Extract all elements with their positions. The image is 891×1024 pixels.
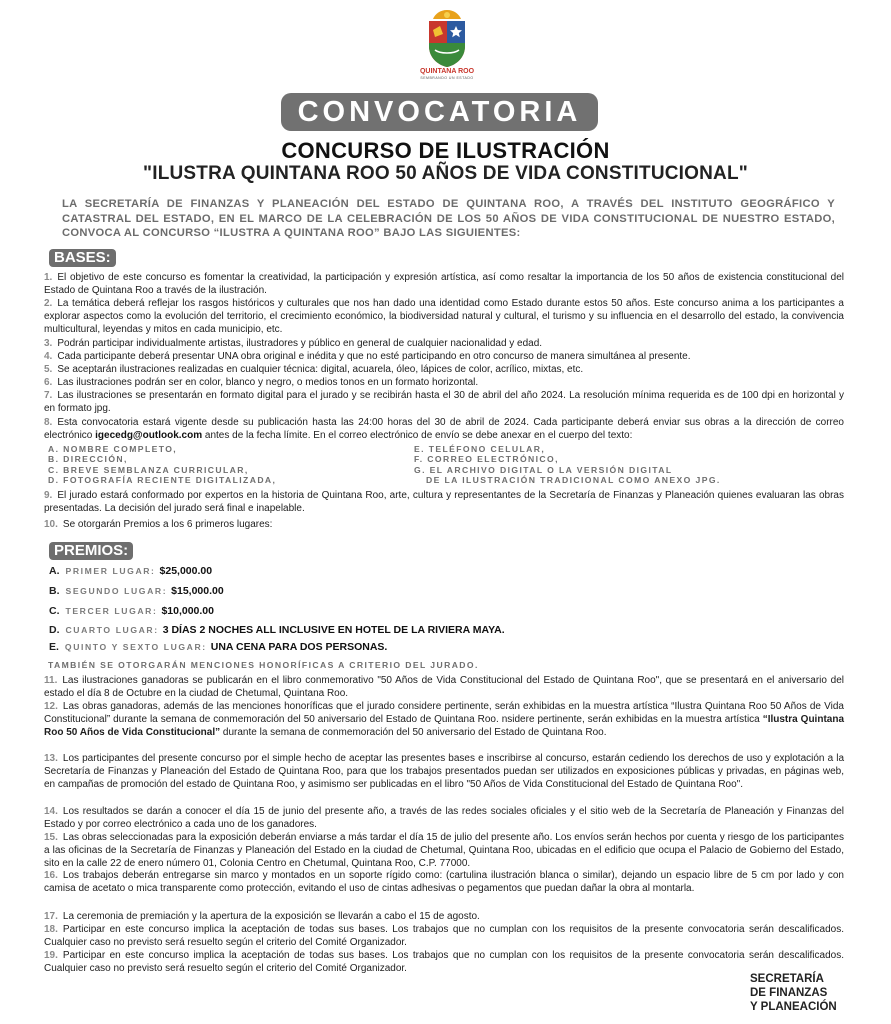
item-number: 1. bbox=[44, 272, 53, 283]
prize-name: PRIMER LUGAR: bbox=[65, 566, 156, 576]
item-number: 18. bbox=[44, 924, 58, 935]
intro-paragraph: LA SECRETARÍA DE FINANZAS Y PLANEACIÓN DEL ESTADO DE QUINTANA ROO, A TRAVÉS DEL INSTITUTO GEOGRÁFICO Y CATASTRAL DEL ESTADO, EN EL MARCO DE LA CELEBRACIÓN DE LOS 50 AÑOS DE VIDA CONSTITUCIONAL DE NUESTRO ESTADO, CONVOCA AL CONCURSO “ILUSTRA A QUINTANA ROO” BAJO LAS SIGUIENTES: bbox=[62, 198, 835, 239]
item-text: Las obras ganadoras, además de las menciones honoríficas que el jurado considere pertinente, serán exhibidas en la muestra artística “Ilustra Quintana Roo 50 Años de Vida Constitucional” durante la semana de conmemoración del 50 aniversario del Estado de Quintana Roo. nsidere pertinente, serán exhibidas en la muestra artística bbox=[44, 701, 844, 725]
bases-item bbox=[44, 701, 844, 739]
item-text: Se otorgarán Premios a los 6 primeros lugares: bbox=[62, 519, 273, 530]
item-text: Los resultados se darán a conocer el día 15 de junio del presente año, a través de las redes sociales oficiales y el sitio web de la Secretaría de Planeación y Finanzas del Estado y por correo electrónico a cada uno de los ganadores. bbox=[44, 806, 844, 830]
prize-name: TERCER LUGAR: bbox=[65, 606, 158, 616]
issuer-signature bbox=[750, 972, 860, 1014]
item-number: 14. bbox=[44, 806, 58, 817]
bases-item bbox=[44, 911, 844, 924]
bases-item bbox=[44, 519, 844, 532]
convocatoria-banner: CONVOCATORIA bbox=[281, 93, 598, 131]
logo-text: QUINTANA ROO bbox=[419, 68, 475, 75]
page-subtitle: "ILUSTRA QUINTANA ROO 50 AÑOS DE VIDA CONSTITUCIONAL" bbox=[143, 163, 748, 184]
bases-item bbox=[44, 377, 844, 390]
item-text: Esta convocatoria estará vigente desde su publicación hasta las 24:00 horas del 30 de abril de 2024. Cada participante deberá enviar sus obras a la dirección de correo electrónico bbox=[44, 417, 844, 441]
requirements-list bbox=[48, 444, 808, 485]
bases-item bbox=[44, 351, 844, 364]
prize-name: QUINTO Y SEXTO LUGAR: bbox=[64, 642, 207, 652]
prize-row bbox=[49, 584, 224, 599]
requirement-item: B. DIRECCIÓN, bbox=[48, 454, 128, 465]
item-text: durante la semana de conmemoración del 50 aniversario del Estado de Quintana Roo. bbox=[222, 726, 607, 738]
bases-item bbox=[44, 272, 844, 298]
item-number: 2. bbox=[44, 298, 53, 309]
bases-item bbox=[44, 490, 844, 516]
requirement-item: G. EL ARCHIVO DIGITAL O LA VERSIÓN DIGITAL bbox=[414, 464, 673, 475]
bases-item bbox=[44, 364, 844, 377]
item-text: Cada participante deberá presentar UNA obra original e inédita y que no esté participando en otro concurso de manera simultánea al presente. bbox=[57, 351, 691, 362]
exhibition-name: “Ilustra Quintana Roo 50 Años de Vida Constitucional” bbox=[44, 713, 845, 738]
item-number: 10. bbox=[44, 519, 58, 530]
item-number: 9. bbox=[44, 490, 53, 501]
bases-item bbox=[44, 417, 844, 443]
item-number: 8. bbox=[44, 417, 53, 428]
bases-item bbox=[44, 298, 844, 336]
prize-value: 3 DÍAS 2 NOCHES ALL INCLUSIVE EN HOTEL DE LA RIVIERA MAYA. bbox=[162, 624, 505, 636]
item-text: El jurado estará conformado por expertos en la historia de Quintana Roo, arte, cultura y representantes de la Secretaría de Finanzas y Planeación quienes evaluaran las obras presentadas. La decisión del jurado será final e inapelable. bbox=[44, 490, 844, 514]
prize-name: CUARTO LUGAR: bbox=[65, 625, 159, 635]
item-number: 7. bbox=[44, 390, 53, 401]
signature-line: SECRETARÍA bbox=[750, 973, 824, 985]
item-number: 4. bbox=[44, 351, 53, 362]
item-number: 19. bbox=[44, 950, 58, 961]
prize-letter: B. bbox=[49, 585, 60, 597]
prize-value: UNA CENA PARA DOS PERSONAS. bbox=[210, 641, 388, 653]
prize-letter: C. bbox=[49, 605, 60, 617]
prize-row bbox=[49, 564, 212, 579]
bases-item bbox=[44, 806, 844, 832]
item-text: antes de la fecha límite. En el correo electrónico de envío se debe anexar en el cuerpo del texto: bbox=[204, 429, 633, 441]
prize-row bbox=[49, 623, 505, 638]
requirement-item: DE LA ILUSTRACIÓN TRADICIONAL COMO ANEXO JPG. bbox=[426, 474, 721, 485]
bases-item bbox=[44, 675, 844, 701]
prize-value: $10,000.00 bbox=[161, 605, 214, 617]
bases-item bbox=[44, 753, 844, 791]
item-text: Las ilustraciones se presentarán en formato digital para el jurado y se recibirán hasta el 30 de abril del año 2024. La resolución mínima requerida es de 100 dpi en horizontal y en formato jpg. bbox=[44, 390, 844, 414]
contest-email-link[interactable]: igecedg@outlook.com bbox=[95, 429, 203, 441]
bases-label: BASES: bbox=[49, 249, 116, 267]
item-number: 12. bbox=[44, 701, 58, 712]
item-number: 17. bbox=[44, 911, 58, 922]
requirement-item: A. NOMBRE COMPLETO, bbox=[48, 444, 178, 454]
prize-value: $15,000.00 bbox=[171, 585, 224, 597]
honorable-mentions-note: TAMBIÉN SE OTORGARÁN MENCIONES HONORÍFICAS A CRITERIO DEL JURADO. bbox=[48, 660, 479, 670]
item-text: Las ilustraciones ganadoras se publicarán en el libro conmemorativo "50 Años de Vida Constitucional del Estado de Quintana Roo", que se presentará en el aniversario del estado el día 8 de Octubre en la ciudad de Chetumal, Quintana Roo. bbox=[44, 675, 844, 699]
requirement-item: C. BREVE SEMBLANZA CURRICULAR, bbox=[48, 464, 249, 475]
item-text: El objetivo de este concurso es fomentar la creatividad, la participación y expresión artística, así como resaltar la importancia de los 50 años de existencia constitucional del Estado de Quintana Roo a través de la ilustración. bbox=[44, 272, 844, 296]
prize-name: SEGUNDO LUGAR: bbox=[65, 586, 168, 596]
bases-item bbox=[44, 870, 844, 896]
quintana-roo-logo bbox=[418, 8, 476, 88]
signature-line: Y PLANEACIÓN bbox=[750, 1001, 837, 1013]
item-text: Participar en este concurso implica la aceptación de todas sus bases. Los trabajos que no cumplan con los requisitos de la presente convocatoria serán descalificados. Cualquier caso no previsto será resuelto según el criterio del Comité Organizador. bbox=[44, 950, 844, 974]
bases-item bbox=[44, 950, 844, 976]
requirement-item: D. FOTOGRAFÍA RECIENTE DIGITALIZADA, bbox=[48, 474, 277, 485]
prize-row bbox=[49, 604, 214, 619]
item-text: Los trabajos deberán entregarse sin marco y montados en un soporte rígido como: (cartulina ilustración blanca o similar), dejando un espacio libre de 5 cm por lado y con camisa de acetato o mica transparente como protección, evitando el uso de cintas adhesivas o pegamentos que puedan dañar la obra al montarla. bbox=[44, 870, 844, 894]
item-text: Podrán participar individualmente artistas, ilustradores y público en general de cualquier nacionalidad y edad. bbox=[57, 338, 543, 349]
item-number: 3. bbox=[44, 338, 53, 349]
signature-line: DE FINANZAS bbox=[750, 987, 828, 999]
item-text: Las obras seleccionadas para la exposición deberán enviarse a más tardar el día 15 de julio del presente año. Los envíos serán hechos por cuenta y riesgo de los participantes a las oficinas de la Secretaría de Finanzas y Planeación del Estado en la ciudad de Chetumal, Quintana Roo, ubicadas en el edificio que ocupa el Palacio de Gobierno del Estado, sito en la calle 22 de enero número 01, Colonia Centro en Chetumal, Quintana Roo, C.P. 77000. bbox=[44, 832, 844, 869]
requirement-item: F. CORREO ELECTRÓNICO, bbox=[414, 454, 559, 465]
bases-item bbox=[44, 390, 844, 416]
prize-row bbox=[49, 640, 387, 655]
premios-label: PREMIOS: bbox=[49, 542, 133, 560]
item-text: Las ilustraciones podrán ser en color, blanco y negro, o medios tonos en un formato horizontal. bbox=[57, 377, 479, 388]
prize-letter: E. bbox=[49, 641, 59, 653]
item-number: 6. bbox=[44, 377, 53, 388]
requirement-item: E. TELÉFONO CELULAR, bbox=[414, 444, 546, 454]
prize-value: $25,000.00 bbox=[159, 565, 213, 577]
item-number: 15. bbox=[44, 832, 58, 843]
prize-letter: D. bbox=[49, 624, 60, 636]
bases-item bbox=[44, 832, 844, 870]
page-title: CONCURSO DE ILUSTRACIÓN bbox=[281, 138, 610, 163]
item-number: 5. bbox=[44, 364, 53, 375]
bases-item bbox=[44, 338, 844, 351]
item-text: Se aceptarán ilustraciones realizadas en cualquier técnica: digital, acuarela, óleo, lápices de color, acrílico, mixtas, etc. bbox=[57, 364, 584, 375]
item-number: 11. bbox=[44, 675, 58, 686]
item-text: Participar en este concurso implica la aceptación de todas sus bases. Los trabajos que no cumplan con los requisitos de la presente convocatoria serán descalificados. Cualquier caso no previsto será resuelto según el criterio del Comité Organizador. bbox=[44, 924, 844, 948]
item-text: La temática deberá reflejar los rasgos históricos y culturales que nos han dado una identidad como Estado durante estos 50 años. Este concurso anima a los participantes a explorar aspectos como la evolución del territorio, el crecimiento económico, la biodiversidad natural y cultural, el turismo y su influencia en el desarrollo del estado, la convivencia multicultural, leyendas y mitos en cada municipio, etc. bbox=[44, 298, 844, 335]
item-number: 16. bbox=[44, 870, 58, 881]
item-number: 13. bbox=[44, 753, 58, 764]
bases-item bbox=[44, 924, 844, 950]
prize-letter: A. bbox=[49, 565, 60, 577]
item-text: Los participantes del presente concurso por el simple hecho de aceptar las presentes bases e inscribirse al concurso, estarán cediendo los derechos de uso y explotación a la Secretaría de Finanzas y Planeación del Estado de Quintana Roo, para que los trabajos presentados puedan ser utilizados en exposiciones públicas y privadas, en páginas web, en campañas de promoción del estado de Quintana Roo, y asimismo ser publicadas en el libro "50 Años de Vida Constitucional del Estado de Quintana Roo". bbox=[44, 753, 844, 790]
item-text: La ceremonia de premiación y la apertura de la exposición se llevarán a cabo el 15 de agosto. bbox=[62, 911, 480, 922]
logo-subtext: SEMBRANDO UN ESTADO bbox=[420, 76, 474, 80]
